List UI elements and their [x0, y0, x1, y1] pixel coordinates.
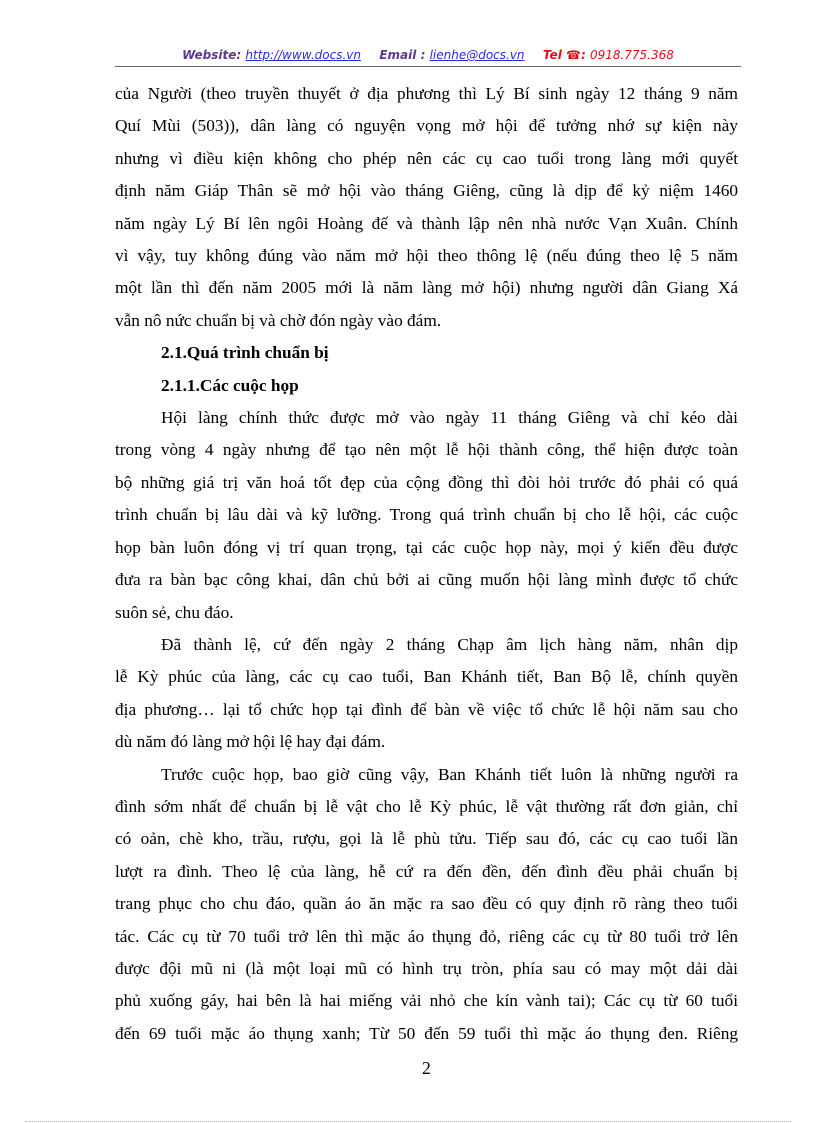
- text-line: vì vậy, tuy không đúng vào năm mở hội theo thông lệ (nếu đúng theo lệ 5 năm: [115, 246, 738, 266]
- text-line: vẫn nô nức chuẩn bị và chờ đón ngày vào đám.: [115, 310, 442, 330]
- text-line: được đội mũ ni (là một loại mũ có hình trụ tròn, phía sau có may một dải dài: [115, 958, 738, 978]
- text-line: lượt ra đình. Theo lệ của làng, hễ cứ ra đến đền, đến đình đều phải chuẩn bị: [115, 861, 738, 881]
- text-line: phủ xuống gáy, hai bên là hai miếng vải nhỏ che kín vành tai); Các cụ từ 60 tuổi: [115, 991, 738, 1011]
- section-heading: 2.1.Quá trình chuẩn bị: [161, 343, 329, 363]
- tel-value: 0918.775.368: [589, 48, 674, 62]
- text-line: Trước cuộc họp, bao giờ cũng vậy, Ban Khánh tiết luôn là những người ra: [161, 764, 738, 784]
- text-line: trang phục cho chu đáo, quần áo ăn mặc ra sao đều có quy định rõ ràng theo tuổi: [115, 894, 738, 914]
- website-link[interactable]: http://www.docs.vn: [245, 48, 361, 62]
- text-line: địa phương… lại tổ chức họp tại đình để bàn về việc tổ chức lễ hội năm sau cho: [115, 699, 738, 719]
- text-line: trình chuẩn bị lâu dài và kỹ lưỡng. Trong quá trình chuẩn bị cho lễ hội, các cuộc: [115, 505, 738, 525]
- text-line: tác. Các cụ từ 70 tuổi trở lên thì mặc áo thụng đỏ, riêng các cụ từ 80 tuổi trở lên: [115, 926, 738, 946]
- paragraph-meetings: [115, 402, 738, 629]
- text-line: đình sớm nhất để chuẩn bị lễ vật cho lễ Kỳ phúc, lễ vật thường rất đơn giản, chỉ: [115, 796, 738, 816]
- text-line: dù năm đó làng mở hội lệ hay đại đám.: [115, 732, 386, 752]
- tel-label: Tel ☎:: [542, 48, 586, 62]
- paragraph-before-meeting: [115, 759, 738, 1051]
- website-label: Website:: [182, 48, 242, 62]
- text-line: Hội làng chính thức được mở vào ngày 11 tháng Giêng và chỉ kéo dài: [161, 408, 738, 428]
- text-line: họp bàn luôn đóng vị trí quan trọng, tại các cuộc họp này, mọi ý kiến đều được: [115, 537, 738, 557]
- page-header: [115, 44, 741, 67]
- page-bottom-divider: [25, 1121, 791, 1122]
- paragraph-custom: [115, 629, 738, 759]
- text-line: đưa ra bàn bạc công khai, dân chủ bởi ai cũng muốn hội làng mình được tổ chức: [115, 570, 738, 590]
- document-body: [115, 78, 738, 1050]
- text-line: lễ Kỳ phúc của làng, các cụ cao tuổi, Ban Khánh tiết, Ban Bộ lễ, chính quyền: [115, 667, 738, 687]
- text-line: của Người (theo truyền thuyết ở địa phương thì Lý Bí sinh ngày 12 tháng 9 năm: [115, 84, 738, 103]
- paragraph-intro: [115, 78, 738, 337]
- email-label: Email :: [379, 48, 426, 62]
- text-line: định năm Giáp Thân sẽ mở hội vào tháng Giêng, cũng là dịp để kỷ niệm 1460: [115, 181, 738, 201]
- text-line: đến 69 tuổi mặc áo thụng xanh; Từ 50 đến 59 tuổi thì mặc áo thụng đen. Riêng: [115, 1023, 738, 1043]
- text-line: có oản, chè kho, trầu, rượu, gọi là lễ phù tửu. Tiếp sau đó, các cụ cao tuổi lần: [115, 829, 738, 849]
- text-line: Đã thành lệ, cứ đến ngày 2 tháng Chạp âm lịch hàng năm, nhân dịp: [161, 634, 738, 654]
- subsection-heading: 2.1.1.Các cuộc họp: [161, 375, 299, 395]
- text-line: suôn sẻ, chu đáo.: [115, 602, 234, 622]
- text-line: trong vòng 4 ngày nhưng để tạo nên một lễ hội thành công, thể hiện được toàn: [115, 440, 738, 460]
- text-line: một lần thì đến năm 2005 mới là năm làng mở hội) nhưng người dân Giang Xá: [115, 278, 738, 298]
- email-link[interactable]: lienhe@docs.vn: [429, 48, 525, 62]
- text-line: bộ những giá trị văn hoá tốt đẹp của cộng đồng thì đòi hỏi trước đó phải có quá: [115, 472, 738, 492]
- page-number-text: 2: [422, 1058, 431, 1078]
- text-line: năm ngày Lý Bí lên ngôi Hoàng đế và thành lập nên nhà nước Vạn Xuân. Chính: [115, 213, 738, 233]
- text-line: nhưng vì điều kiện không cho phép nên các cụ cao tuổi trong làng mới quyết: [115, 148, 738, 168]
- text-line: Quí Mùi (503)), dân làng có nguyện vọng mở hội để tưởng nhớ sự kiện này: [115, 116, 738, 136]
